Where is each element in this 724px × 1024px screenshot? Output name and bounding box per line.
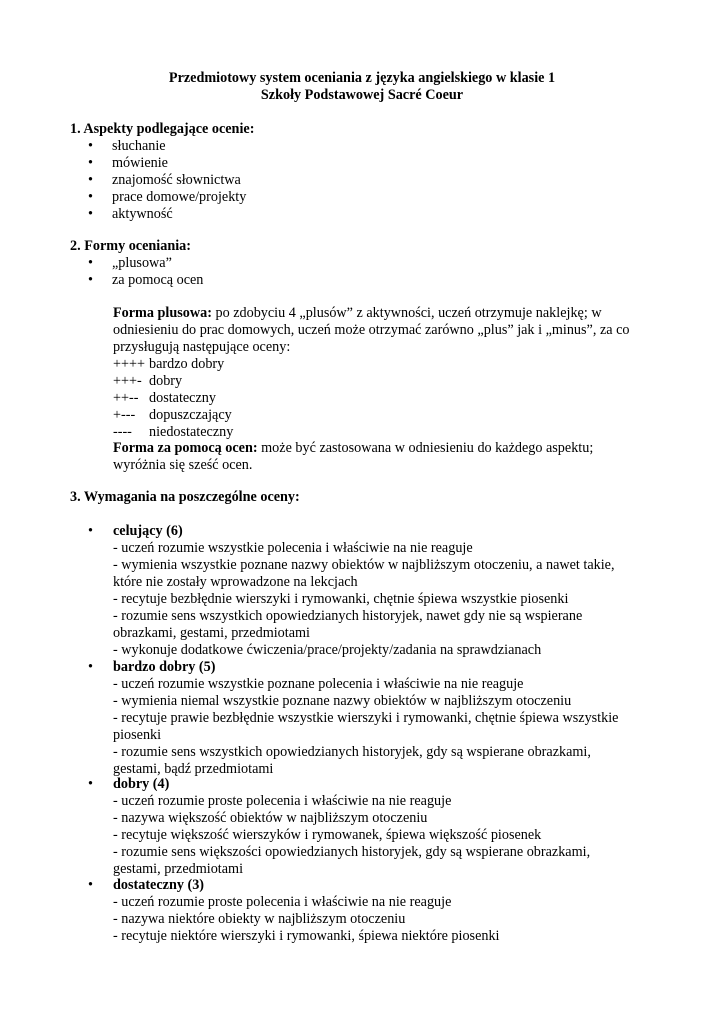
grade-name: bardzo dobry (5) [113,659,216,675]
plus-form-paragraph: Forma plusowa: po zdobyciu 4 „plusów” z aktywności, uczeń otrzymuje naklejkę; w odniesieniu do prac domowych, uczeń może otrzymać zarówno „plus” jak i „minus”, za co przysługują następujące oceny: [113,305,630,355]
document-title [0,70,724,104]
section-1-list [88,138,246,223]
grades-form-label: Forma za pomocą ocen: [113,440,258,456]
grade-name: celujący (6) [113,523,183,539]
grade-block-6: • celujący (6) - uczeń rozumie wszystkie polecenia i właściwie na nie reaguje - wymienia wszystkie poznane nazwy obiektów w najbliższym otoczeniu, a nawet takie, które nie zostały wprowadzone na lekcjach - recytuje bezbłędnie wierszyki i rymowanki, chętnie śpiewa wszystkie piosenki - rozumie sens wszystkich opowiedzianych historyjek, nawet gdy nie są wspierane obrazkami, gestami, przedmiotami - wykonuje dodatkowe ćwiczenia/prace/projekty/zadania na sprawdzianach [88,523,615,658]
grade-block-3: • dostateczny (3) - uczeń rozumie proste polecenia i właściwie na nie reaguje - nazywa niektóre obiekty w najbliższym otoczeniu - recytuje niektóre wierszyki i rymowanki, śpiewa niektóre piosenki [88,877,500,944]
scale-row: ++-- dostateczny [113,390,216,406]
grade-block-5: • bardzo dobry (5) - uczeń rozumie wszystkie poznane polecenia i właściwie na nie reaguje - wymienia niemal wszystkie poznane nazwy obiektów w najbliższym otoczeniu - recytuje prawie bezbłędnie wszystkie wierszyki i rymowanki, chętnie śpiewa wszystkie piosenki - rozumie sens wszystkich opowiedzianych historyjek, gdy są wspierane obrazkami, gestami, bądź przedmiotami [88,659,619,777]
section-3-heading: 3. Wymagania na poszczególne oceny: [70,489,300,505]
list-item: • „plusowa” [88,255,172,271]
list-item: • prace domowe/projekty [88,189,247,205]
title-line-1: Przedmiotowy system oceniania z języka angielskiego w klasie 1 [168,70,556,86]
scale-row: +++- dobry [113,373,183,389]
plus-form-label: Forma plusowa: [113,305,212,321]
scale-row: +--- dopuszczający [113,407,232,423]
scale-row: ++++ bardzo dobry [113,356,225,372]
list-item: • znajomość słownictwa [88,172,241,188]
list-item: • aktywność [88,206,173,222]
list-item: • mówienie [88,155,168,171]
list-item: • słuchanie [88,138,166,154]
section-2-heading: 2. Formy oceniania: [70,238,191,254]
grade-name: dobry (4) [113,776,170,792]
grade-block-4: • dobry (4) - uczeń rozumie proste polecenia i właściwie na nie reaguje - nazywa większość obiektów w najbliższym otoczeniu - recytuje większość wierszyków i rymowanek, śpiewa większość piosenek - rozumie sens większości opowiedzianych historyjek, gdy są wspierane obrazkami, gestami, przedmiotami [88,776,591,877]
section-1-heading: 1. Aspekty podlegające ocenie: [70,121,255,137]
grade-name: dostateczny (3) [113,877,205,893]
plus-scale [113,356,653,441]
scale-row: ---- niedostateczny [113,424,234,440]
title-line-2: Szkoły Podstawowej Sacré Coeur [260,87,464,103]
section-2-list [88,255,203,289]
list-item: • za pomocą ocen [88,272,204,288]
grades-form-paragraph: Forma za pomocą ocen: może być zastosowana w odniesieniu do każdego aspektu; wyróżnia się sześć ocen. [113,440,594,473]
